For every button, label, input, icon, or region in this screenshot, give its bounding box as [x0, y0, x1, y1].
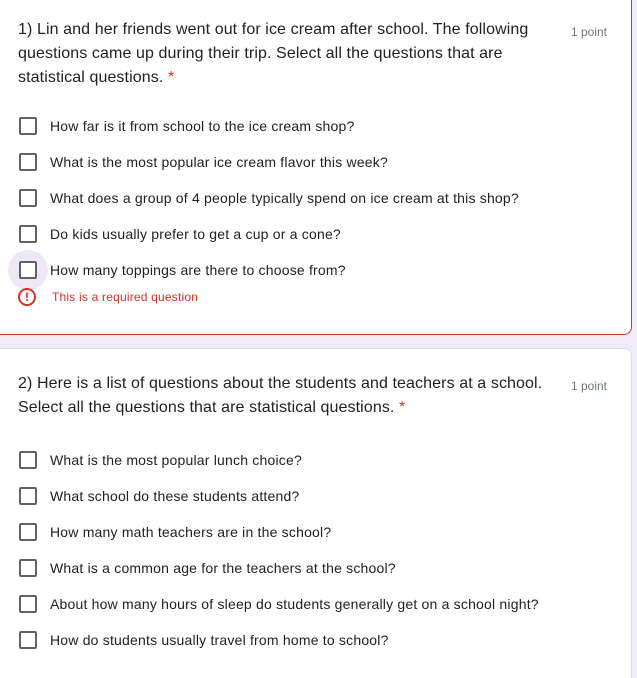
checkbox-icon[interactable]: [19, 225, 37, 243]
checkbox-icon[interactable]: [19, 117, 37, 135]
checkbox-option[interactable]: [0, 478, 631, 514]
checkbox-icon[interactable]: [19, 595, 37, 613]
checkbox-icon[interactable]: [19, 261, 37, 279]
option-label: How many toppings are there to choose from?: [50, 262, 346, 278]
required-asterisk: *: [399, 399, 406, 416]
question-card-2: [0, 348, 632, 678]
option-label: What is the most popular ice cream flavor this week?: [50, 154, 388, 170]
checkbox-option[interactable]: [0, 180, 631, 216]
error-icon: !: [18, 288, 36, 306]
question-header-2: [0, 349, 631, 420]
checkbox-option[interactable]: [0, 442, 631, 478]
checkbox-option[interactable]: [0, 622, 631, 658]
option-label: About how many hours of sleep do students generally get on a school night?: [50, 596, 539, 612]
option-label: What is a common age for the teachers at the school?: [50, 560, 396, 576]
question-title-1: 1) Lin and her friends went out for ice cream after school. The following questions came up during their trip. Select all the questions that are statistical questions. *: [18, 21, 529, 86]
checkbox-icon[interactable]: [19, 523, 37, 541]
error-message-row: [18, 288, 198, 306]
question-card-1: [0, 0, 632, 335]
question-points-1: 1 point: [570, 25, 607, 39]
checkbox-option[interactable]: [0, 108, 631, 144]
checkbox-option[interactable]: [0, 550, 631, 586]
option-label: What does a group of 4 people typically spend on ice cream at this shop?: [50, 190, 519, 206]
checkbox-option[interactable]: [0, 216, 631, 252]
error-message: This is a required question: [52, 290, 199, 304]
question-points-2: 1 point: [570, 379, 607, 393]
option-label: Do kids usually prefer to get a cup or a cone?: [50, 226, 341, 242]
checkbox-icon[interactable]: [19, 451, 37, 469]
checkbox-option[interactable]: [0, 144, 631, 180]
checkbox-icon[interactable]: [19, 487, 37, 505]
checkbox-icon[interactable]: [19, 153, 37, 171]
checkbox-icon[interactable]: [19, 559, 37, 577]
checkbox-option[interactable]: [0, 586, 631, 622]
question-title-2: 2) Here is a list of questions about the students and teachers at a school. Select all the questions that are statistical questions. *: [18, 375, 543, 416]
focus-ripple: [8, 250, 48, 290]
options-list-2: [0, 442, 631, 658]
option-label: How far is it from school to the ice cream shop?: [50, 118, 355, 134]
option-label: What is the most popular lunch choice?: [50, 452, 302, 468]
checkbox-icon[interactable]: [19, 189, 37, 207]
checkbox-option[interactable]: [0, 514, 631, 550]
checkbox-icon[interactable]: [19, 631, 37, 649]
options-list-1: [0, 108, 631, 288]
checkbox-option[interactable]: [0, 252, 631, 288]
question-header-1: [0, 0, 631, 90]
option-label: How many math teachers are in the school?: [50, 524, 332, 540]
option-label: How do students usually travel from home to school?: [50, 632, 389, 648]
option-label: What school do these students attend?: [50, 488, 300, 504]
required-asterisk: *: [167, 69, 175, 86]
